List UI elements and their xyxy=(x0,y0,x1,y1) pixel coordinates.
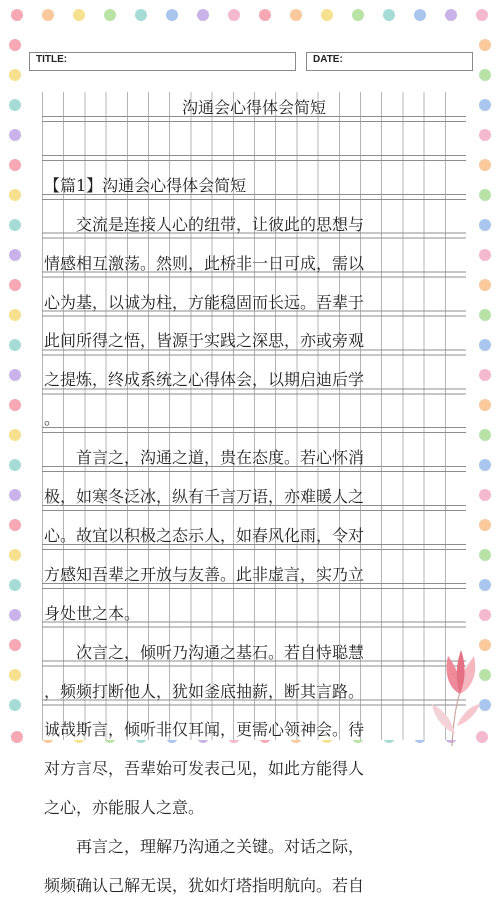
document-title: 沟通会心得体会简短 xyxy=(181,98,326,117)
text-line: 首言之，沟通之道，贵在态度。若心怀消 xyxy=(44,448,365,468)
decor-dot xyxy=(9,189,21,201)
decor-dot xyxy=(9,549,21,561)
decor-dot xyxy=(479,189,491,201)
decor-dot xyxy=(479,279,491,291)
text-line: 极，如寒冬泛冰，纵有千言万语，亦难暖人之 xyxy=(44,487,365,506)
grid-paper xyxy=(42,92,466,895)
decor-dot xyxy=(9,69,21,81)
text-line: 【篇1】沟通会心得体会简短 xyxy=(44,175,247,195)
decor-dot xyxy=(9,579,21,591)
decor-dot xyxy=(479,489,491,501)
decor-dot xyxy=(479,249,491,261)
decor-dot xyxy=(9,159,21,171)
text-line: 频频确认己解无误，犹如灯塔指明航向。若自 xyxy=(44,876,365,895)
decor-dot xyxy=(479,549,491,561)
decor-dot xyxy=(479,39,491,51)
decor-dot xyxy=(11,9,23,21)
decor-dot xyxy=(479,519,491,531)
text-line: 之心，亦能服人之意。 xyxy=(44,798,205,818)
decor-dot xyxy=(414,9,426,21)
text-line: 心为基，以诚为柱，方能稳固而长远。吾辈于 xyxy=(44,292,365,312)
decor-dot xyxy=(9,369,21,381)
decor-dot xyxy=(9,99,21,111)
decor-dot xyxy=(479,99,491,111)
text-line: 心。故宜以积极之态示人，如春风化雨，令对 xyxy=(44,525,365,545)
decor-dot xyxy=(9,489,21,501)
decor-dot xyxy=(9,639,21,651)
decor-dot xyxy=(9,249,21,261)
text-line: 情感相互激荡。然则，此桥非一日可成，需以 xyxy=(44,253,365,273)
decor-dot xyxy=(290,9,302,21)
date-label: DATE: xyxy=(313,54,343,65)
decor-dot xyxy=(9,519,21,531)
decor-dot xyxy=(9,279,21,291)
text-line: 再言之，理解乃沟通之关键。对话之际， xyxy=(44,837,365,857)
decor-dot xyxy=(135,9,147,21)
decor-dot xyxy=(479,129,491,141)
text-line: 之提炼，终成系统之心得体会，以期启迪后学 xyxy=(44,370,365,390)
decor-dot xyxy=(9,39,21,51)
decor-dot xyxy=(479,579,491,591)
text-line: 身处世之本。 xyxy=(44,603,141,623)
decor-dot xyxy=(479,609,491,621)
text-line: 交流是连接人心的纽带，让彼此的思想与 xyxy=(44,214,365,234)
text-line: 方感知吾辈之开放与友善。此非虚言，实乃立 xyxy=(44,564,365,584)
decor-dot xyxy=(383,9,395,21)
decor-dot xyxy=(479,399,491,411)
text-line: 次言之，倾听乃沟通之基石。若自恃聪慧 xyxy=(44,642,365,662)
decor-dot xyxy=(9,459,21,471)
decor-dot xyxy=(11,731,23,743)
decor-dot xyxy=(197,9,209,21)
text-line: 此间所得之悟，皆源于实践之深思，亦或旁观 xyxy=(44,331,365,351)
text-line: 对方言尽，吾辈始可发表己见，如此方能得人 xyxy=(44,759,365,779)
decor-dot xyxy=(166,9,178,21)
decor-dot xyxy=(479,309,491,321)
title-label: TITLE: xyxy=(36,54,68,65)
decor-dot xyxy=(9,219,21,231)
decor-dot xyxy=(9,609,21,621)
decor-dot xyxy=(479,459,491,471)
decor-dot xyxy=(445,9,457,21)
decor-dot xyxy=(9,699,21,711)
decor-dot xyxy=(9,339,21,351)
decor-dot xyxy=(479,219,491,231)
decor-dot xyxy=(9,669,21,681)
tulip-icon xyxy=(422,638,486,746)
decor-dot xyxy=(42,9,54,21)
decor-dot xyxy=(228,9,240,21)
title-field[interactable] xyxy=(29,52,296,71)
decor-dot xyxy=(479,429,491,441)
decor-dot xyxy=(104,9,116,21)
date-field[interactable] xyxy=(306,52,473,71)
decor-dot xyxy=(9,129,21,141)
decor-dot xyxy=(479,339,491,351)
decor-dot xyxy=(479,369,491,381)
decor-dot xyxy=(9,429,21,441)
decor-dot xyxy=(9,309,21,321)
decor-dot xyxy=(476,9,488,21)
decor-dot xyxy=(479,69,491,81)
text-line: ，频频打断他人，犹如釜底抽薪，断其言路。 xyxy=(44,681,365,701)
decor-dot xyxy=(259,9,271,21)
decor-dot xyxy=(73,9,85,21)
decor-dot xyxy=(321,9,333,21)
decor-dot xyxy=(9,399,21,411)
decor-dot xyxy=(352,9,364,21)
text-line: 。 xyxy=(44,409,61,429)
decor-dot xyxy=(479,159,491,171)
text-line: 诚哉斯言，倾听非仅耳闻，更需心领神会。待 xyxy=(44,720,365,740)
